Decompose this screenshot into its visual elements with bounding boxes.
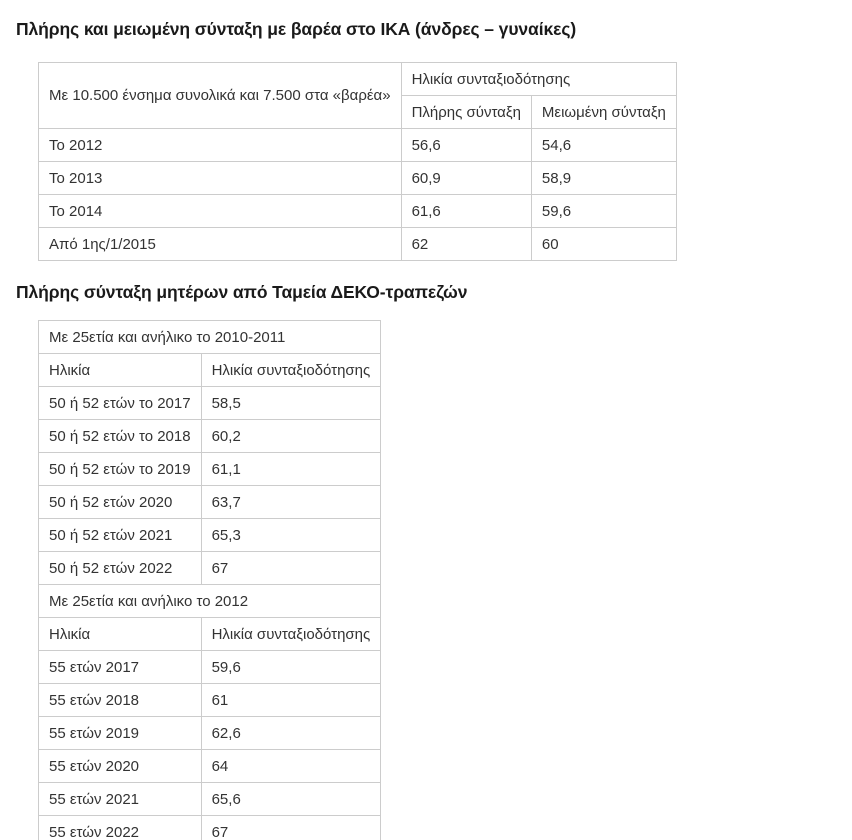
row-label: 50 ή 52 ετών το 2019: [39, 453, 202, 486]
row-label: 55 ετών 2021: [39, 783, 202, 816]
column-header-reduced-pension: Μειωμένη σύνταξη: [531, 96, 676, 129]
table-row: [39, 387, 381, 420]
reduced-pension-value: 58,9: [531, 162, 676, 195]
table-row: [39, 651, 381, 684]
table-row: [39, 420, 381, 453]
table-header-row: [39, 354, 381, 387]
table-row-label-header: Με 10.500 ένσημα συνολικά και 7.500 στα «βαρέα»: [39, 63, 402, 129]
full-pension-value: 61,6: [401, 195, 531, 228]
table-header-row: [39, 618, 381, 651]
table-row: [39, 228, 677, 261]
table-row: [39, 684, 381, 717]
group-span-label: Με 25ετία και ανήλικο το 2012: [39, 585, 381, 618]
retirement-age-value: 65,6: [201, 783, 381, 816]
table-group-row: [39, 585, 381, 618]
retirement-age-value: 59,6: [201, 651, 381, 684]
table-header-row: [39, 63, 677, 96]
column-header-age: Ηλικία: [39, 354, 202, 387]
table-deko-mothers-pension: [38, 320, 381, 840]
table-row: [39, 195, 677, 228]
retirement-age-value: 67: [201, 552, 381, 585]
table-row: [39, 519, 381, 552]
table-row: [39, 552, 381, 585]
table-row: [39, 129, 677, 162]
retirement-age-value: 64: [201, 750, 381, 783]
table-row: [39, 486, 381, 519]
table-group-row: [39, 321, 381, 354]
table-row: [39, 717, 381, 750]
retirement-age-value: 65,3: [201, 519, 381, 552]
row-label: Από 1ης/1/2015: [39, 228, 402, 261]
retirement-age-value: 63,7: [201, 486, 381, 519]
row-label: 55 ετών 2019: [39, 717, 202, 750]
group-span-label: Με 25ετία και ανήλικο το 2010-2011: [39, 321, 381, 354]
table-row: [39, 453, 381, 486]
row-label: 55 ετών 2017: [39, 651, 202, 684]
retirement-age-value: 60,2: [201, 420, 381, 453]
reduced-pension-value: 54,6: [531, 129, 676, 162]
row-label: Το 2013: [39, 162, 402, 195]
column-header-retirement-age: Ηλικία συνταξιοδότησης: [201, 618, 381, 651]
reduced-pension-value: 60: [531, 228, 676, 261]
row-label: Το 2012: [39, 129, 402, 162]
retirement-age-value: 61: [201, 684, 381, 717]
section-title-ika: Πλήρης και μειωμένη σύνταξη με βαρέα στο ΙΚΑ (άνδρες – γυναίκες): [16, 19, 577, 39]
column-header-retirement-age: Ηλικία συνταξιοδότησης: [201, 354, 381, 387]
retirement-age-value: 67: [201, 816, 381, 840]
full-pension-value: 60,9: [401, 162, 531, 195]
table-group-header: Ηλικία συνταξιοδότησης: [401, 63, 676, 96]
retirement-age-value: 62,6: [201, 717, 381, 750]
row-label: 55 ετών 2018: [39, 684, 202, 717]
row-label: 50 ή 52 ετών 2021: [39, 519, 202, 552]
table-row: [39, 750, 381, 783]
column-header-age: Ηλικία: [39, 618, 202, 651]
section-title-deko: Πλήρης σύνταξη μητέρων από Ταμεία ΔΕΚΟ-τραπεζών: [16, 282, 468, 303]
row-label: 50 ή 52 ετών το 2017: [39, 387, 202, 420]
row-label: Το 2014: [39, 195, 402, 228]
column-header-full-pension: Πλήρης σύνταξη: [401, 96, 531, 129]
full-pension-value: 62: [401, 228, 531, 261]
reduced-pension-value: 59,6: [531, 195, 676, 228]
row-label: 55 ετών 2022: [39, 816, 202, 840]
row-label: 50 ή 52 ετών 2020: [39, 486, 202, 519]
retirement-age-value: 61,1: [201, 453, 381, 486]
table-row: [39, 162, 677, 195]
retirement-age-value: 58,5: [201, 387, 381, 420]
row-label: 50 ή 52 ετών το 2018: [39, 420, 202, 453]
table-row: [39, 783, 381, 816]
row-label: 50 ή 52 ετών 2022: [39, 552, 202, 585]
row-label: 55 ετών 2020: [39, 750, 202, 783]
table-row: [39, 816, 381, 840]
full-pension-value: 56,6: [401, 129, 531, 162]
table-ika-heavy-pension: [38, 62, 677, 261]
